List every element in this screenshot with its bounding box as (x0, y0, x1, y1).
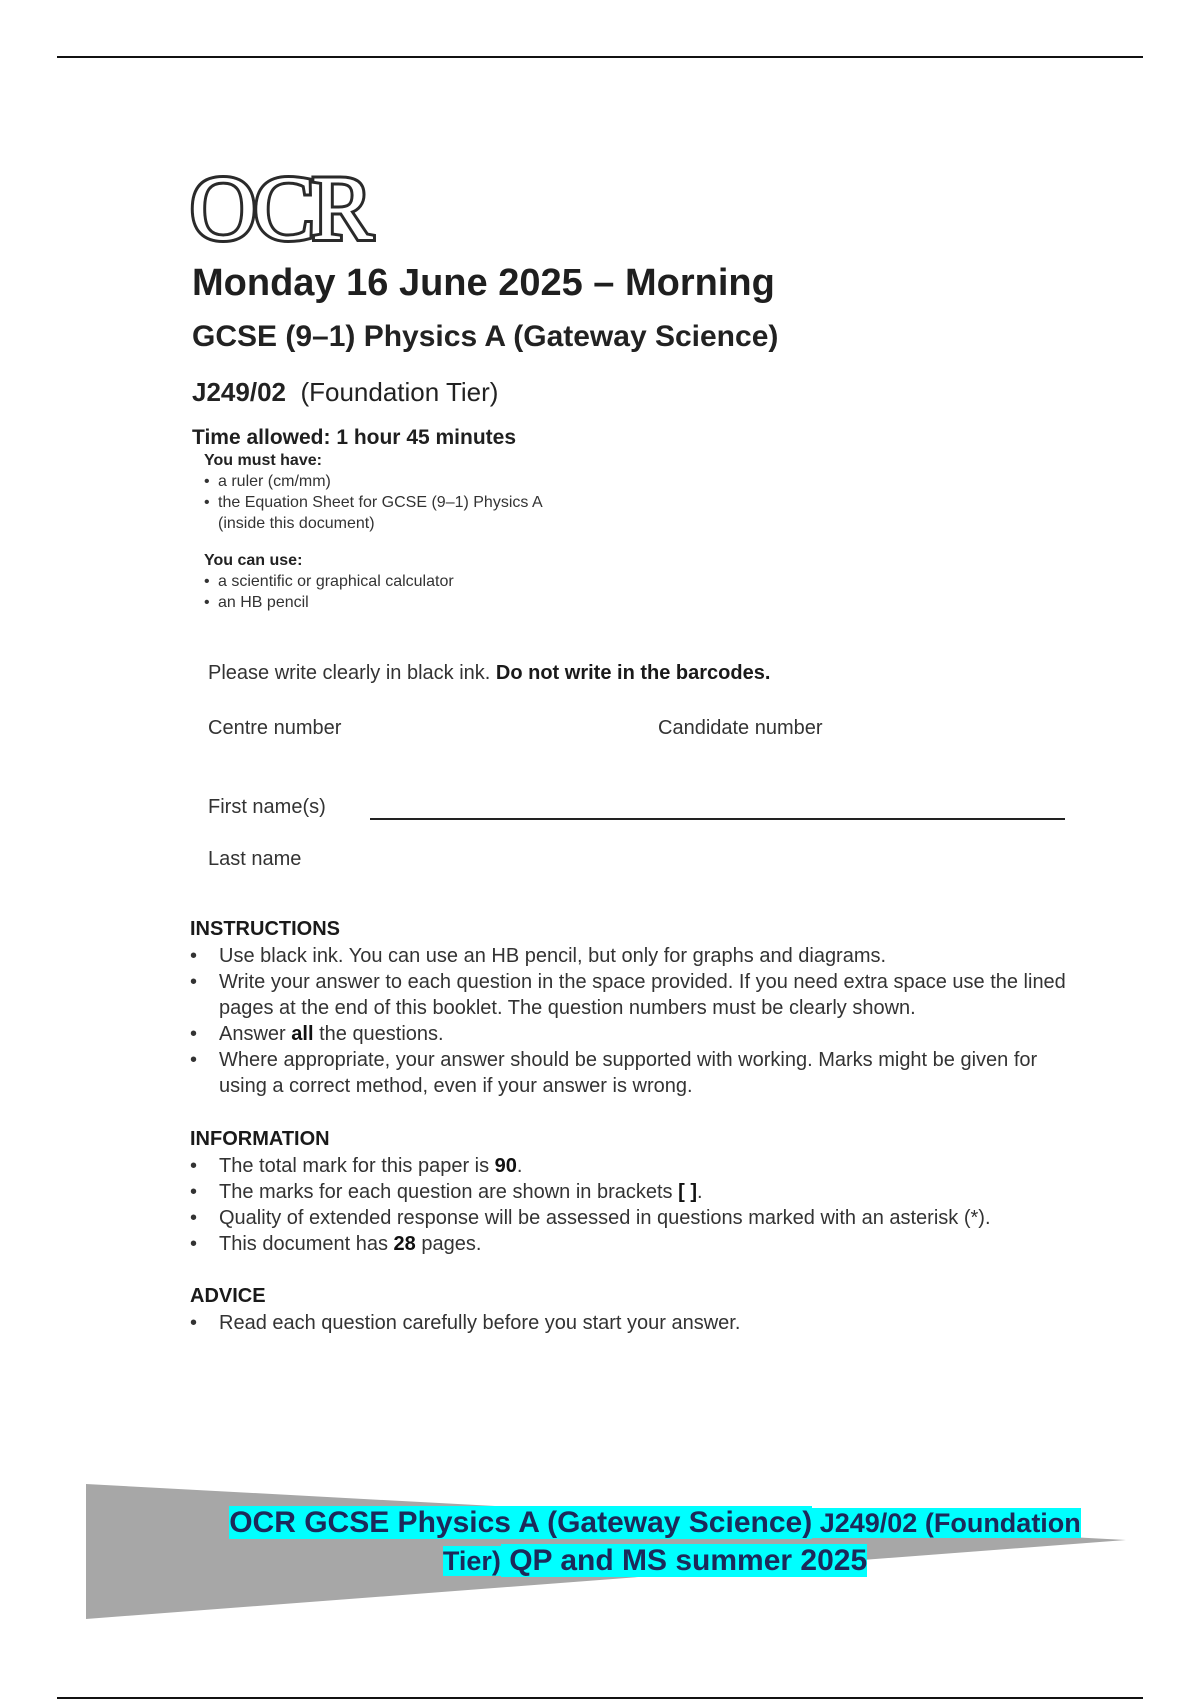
total-mark-value: 90 (494, 1155, 517, 1177)
advice-heading: ADVICE (190, 1285, 266, 1307)
banner-line2-a: Tier) (442, 1546, 501, 1576)
first-name-line[interactable] (370, 818, 1065, 820)
time-allowed: Time allowed: 1 hour 45 minutes (192, 426, 517, 449)
paper-tier: (Foundation Tier) (300, 377, 499, 407)
can-use-heading: You can use: (204, 552, 303, 569)
pages-count: 28 (393, 1233, 416, 1255)
total-mark-text: The total mark for this paper is (219, 1155, 490, 1177)
must-have-block (204, 450, 543, 534)
write-clearly-note (208, 662, 770, 685)
must-have-heading: You must have: (204, 452, 322, 469)
ocr-logo (190, 157, 371, 259)
ocr-logo-text: OCR (190, 157, 371, 259)
must-have-item: • a ruler (cm/mm) (204, 471, 543, 492)
candidate-number-label: Candidate number (658, 717, 823, 739)
last-name-label: Last name (208, 848, 302, 870)
information-section (190, 1126, 1090, 1257)
banner-line2-b: QP and MS summer 2025 (501, 1544, 867, 1577)
marks-brackets-text: The marks for each question are shown in brackets (219, 1181, 673, 1203)
instruction-item: • Where appropriate, your answer should be supported with working. Marks might be given for using a correct method, even if your answer is wrong. (190, 1047, 1090, 1099)
banner-line1-c: (Foundation (924, 1508, 1081, 1538)
barcodes-warning: Do not write in the barcodes. (495, 662, 771, 684)
information-item: • The total mark for this paper is 90. (190, 1153, 1090, 1179)
paper-code-line (192, 377, 498, 408)
exam-date: Monday 16 June 2025 – Morning (192, 262, 775, 304)
paper-code: J249/02 (192, 377, 286, 407)
centre-number-label: Centre number (208, 717, 342, 739)
must-have-item: • the Equation Sheet for GCSE (9–1) Physics A (204, 492, 543, 513)
instruction-item: • Write your answer to each question in the space provided. If you need extra space use the lined pages at the end of this booklet. The question numbers must be clearly shown. (190, 969, 1090, 1021)
banner-title (190, 1504, 1120, 1580)
information-item: • The marks for each question are shown in brackets [ ]. (190, 1179, 1090, 1205)
instruction-all: all (291, 1023, 314, 1045)
instruction-item: • Use black ink. You can use an HB pencil, but only for graphs and diagrams. (190, 943, 1090, 969)
instruction-item (190, 1021, 1090, 1047)
banner-line1-b: J249/02 (812, 1508, 925, 1538)
can-use-item: • a scientific or graphical calculator (204, 571, 454, 592)
brackets-symbol: [ ] (678, 1181, 698, 1203)
can-use-block (204, 550, 454, 613)
information-item: • Quality of extended response will be assessed in questions marked with an asterisk (*). (190, 1205, 1090, 1231)
top-rule (57, 56, 1143, 58)
pages-text: This document has (219, 1233, 388, 1255)
bottom-rule (57, 1697, 1143, 1699)
exam-subject: GCSE (9–1) Physics A (Gateway Science) (192, 320, 779, 353)
advice-item: • Read each question carefully before you start your answer. (190, 1310, 1090, 1336)
can-use-item: • an HB pencil (204, 592, 454, 613)
banner-line1-a: OCR GCSE Physics A (Gateway Science) (229, 1506, 813, 1539)
write-clearly-text: Please write clearly in black ink. (208, 662, 491, 684)
information-item (190, 1231, 1090, 1257)
instruction-questions: the questions. (319, 1023, 444, 1045)
first-name-label: First name(s) (208, 796, 326, 818)
advice-section (190, 1283, 1090, 1336)
pages-suffix: pages. (421, 1233, 482, 1255)
must-have-item-note: (inside this document) (218, 515, 375, 532)
instructions-section (190, 916, 1090, 1099)
information-heading: INFORMATION (190, 1128, 330, 1150)
instruction-answer: Answer (219, 1023, 286, 1045)
instructions-heading: INSTRUCTIONS (190, 918, 340, 940)
